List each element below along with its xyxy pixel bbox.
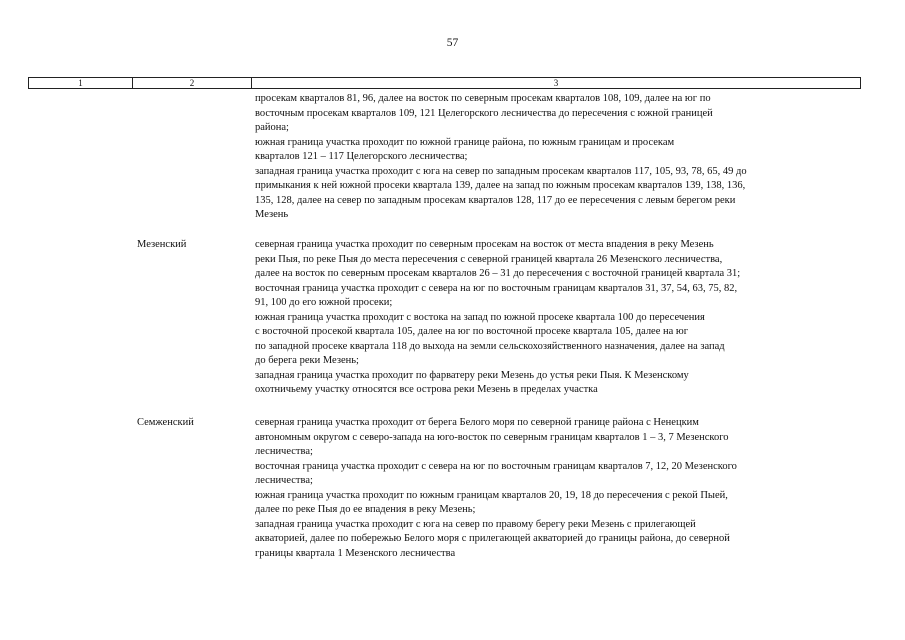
- description-line: лесничества;: [255, 475, 313, 486]
- description-line: 91, 100 до его южной просеки;: [255, 297, 393, 308]
- boundary-description: [255, 238, 870, 398]
- description-line: до берега реки Мезень;: [255, 355, 359, 366]
- description-line: по западной просеке квартала 118 до выхода на земли сельскохозяйственного назначения, далее на запад: [255, 340, 725, 352]
- column-header-2: 2: [133, 78, 252, 88]
- description-line: просекам кварталов 81, 96, далее на восток по северным просекам кварталов 108, 109, далее на юг по: [255, 93, 711, 104]
- column-header-1: 1: [29, 78, 133, 88]
- description-line: охотничьему участку относятся все острова реки Мезень в пределах участка: [255, 384, 598, 395]
- description-line: западная граница участка проходит с юга на север по правому берегу реки Мезень с прилегающей: [255, 518, 696, 530]
- description-line: южная граница участка проходит с востока на запад по южной просеке квартала 100 до пересечения: [255, 311, 705, 323]
- description-line: западная граница участка проходит с юга на север по западным просекам кварталов 117, 105, 93, 78, 65, 49 до: [255, 165, 747, 177]
- boundary-description: [255, 416, 870, 561]
- description-line: примыкания к ней южной просеки квартала 139, далее на запад по южным просекам кварталов 139, 138, 136,: [255, 180, 746, 191]
- description-line: Мезень: [255, 209, 289, 220]
- description-line: района;: [255, 122, 289, 133]
- description-line: акваторией, далее по побережью Белого моря с прилегающей акваторией до границы района, до северной: [255, 533, 730, 544]
- hunting-area-name: Мезенский: [137, 239, 187, 250]
- description-line: границы квартала 1 Мезенского лесничества: [255, 547, 456, 559]
- description-line: 135, 128, далее на север по западным просекам кварталов 128, 117 до ее пересечения с левым берегом реки: [255, 194, 736, 206]
- description-line: далее на восток по северным просекам кварталов 26 – 31 до пересечения с восточной границей квартала 31;: [255, 268, 741, 279]
- description-line: кварталов 121 – 117 Целегорского лесничества;: [255, 151, 468, 162]
- hunting-area-name: Семженский: [137, 417, 194, 428]
- description-line: далее по реке Пыя до ее впадения в реку Мезень;: [255, 504, 476, 515]
- description-line: северная граница участка проходит от берега Белого моря по северной границе района с Ненецким: [255, 417, 699, 428]
- boundary-description: [255, 92, 870, 223]
- description-line: западная граница участка проходит по фарватеру реки Мезень до устья реки Пыя. К Мезенскому: [255, 369, 689, 381]
- column-header-3: 3: [553, 78, 559, 88]
- description-line: восточным просекам кварталов 109, 121 Целегорского лесничества до пересечения с южной границей: [255, 107, 713, 119]
- page-number: 57: [446, 37, 459, 49]
- description-line: южная граница участка проходит по южной границе района, по южным границам и просекам: [255, 136, 675, 148]
- table-header-row: [28, 77, 861, 89]
- description-line: южная граница участка проходит по южным границам кварталов 20, 19, 18 до пересечения с рекой Пыей,: [255, 489, 728, 501]
- description-line: лесничества;: [255, 446, 313, 457]
- description-line: автономным округом с северо-запада на юго-восток по северным границам кварталов 1 – 3, 7 Мезенского: [255, 431, 729, 443]
- description-line: восточная граница участка проходит с севера на юг по восточным границам кварталов 31, 37, 54, 63, 75, 82,: [255, 282, 738, 294]
- description-line: с восточной просекой квартала 105, далее на юг по восточной просеке квартала 105, далее на юг: [255, 326, 689, 337]
- description-line: северная граница участка проходит по северным просекам на восток от места впадения в реку Мезень: [255, 239, 714, 250]
- description-line: реки Пыя, по реке Пыя до места пересечения с северной границей квартала 26 Мезенского лесничества,: [255, 253, 723, 265]
- description-line: восточная граница участка проходит с севера на юг по восточным границам кварталов 7, 12, 20 Мезенского: [255, 460, 737, 472]
